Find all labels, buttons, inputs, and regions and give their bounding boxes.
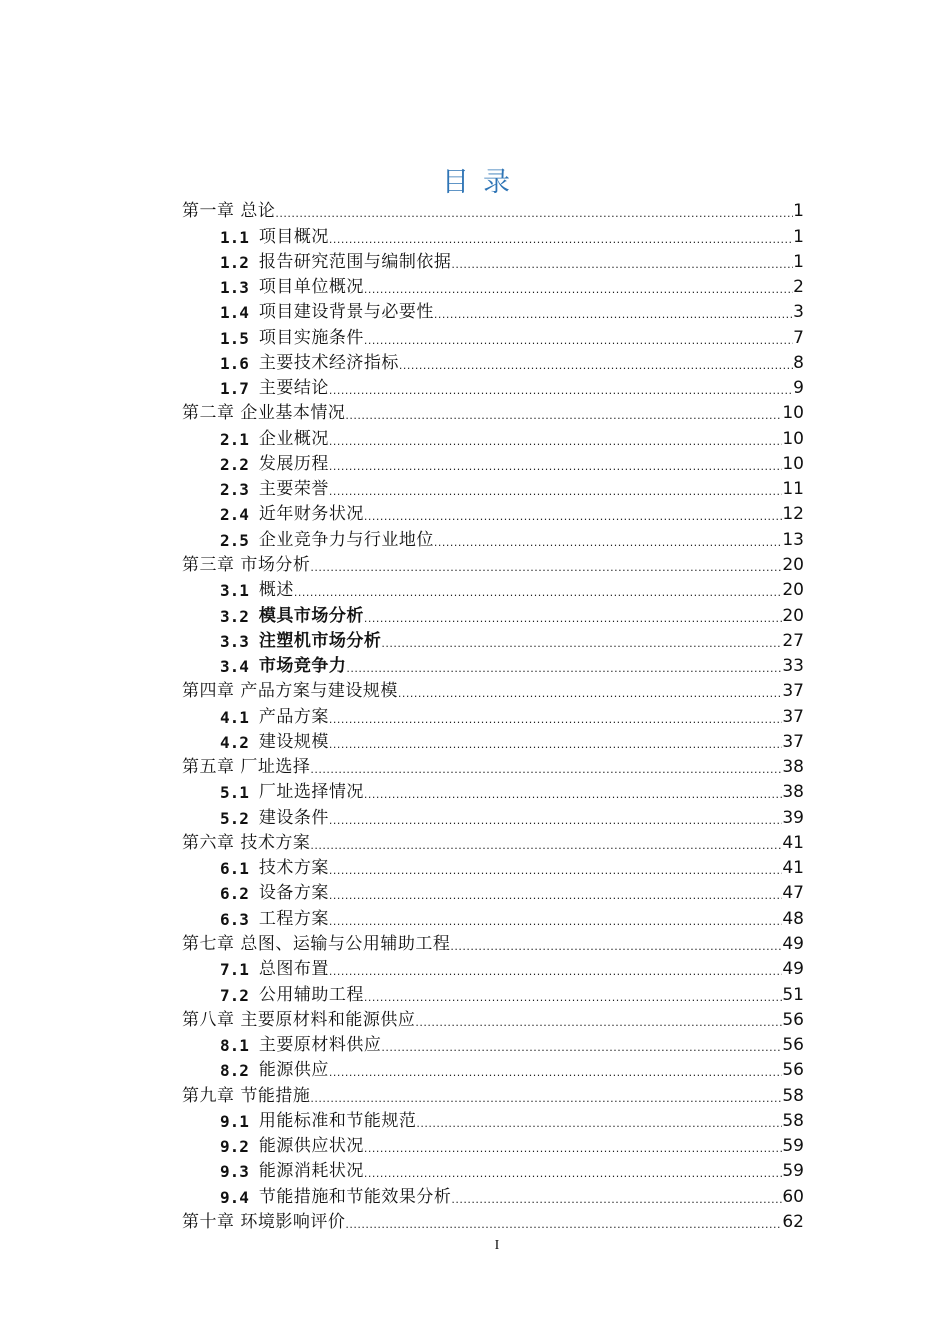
toc-chapter-entry[interactable] bbox=[182, 199, 804, 224]
toc-section-entry[interactable] bbox=[182, 629, 804, 654]
entry-page-number: 48 bbox=[782, 908, 804, 929]
entry-title: 发展历程 bbox=[258, 453, 329, 474]
toc-section-entry[interactable] bbox=[182, 1058, 804, 1083]
entry-title: 建设条件 bbox=[258, 807, 329, 828]
section-number: 3.3 bbox=[220, 631, 249, 651]
entry-title: 报告研究范围与编制依据 bbox=[258, 251, 452, 272]
entry-page-number: 12 bbox=[782, 504, 804, 525]
dot-leader bbox=[399, 356, 793, 376]
section-number: 8.2 bbox=[220, 1061, 249, 1081]
toc-section-entry[interactable] bbox=[182, 426, 804, 451]
entry-title: 概述 bbox=[258, 580, 294, 601]
section-number: 4.1 bbox=[220, 707, 249, 727]
dot-leader bbox=[329, 457, 782, 477]
dot-leader bbox=[346, 659, 782, 679]
toc-section-entry[interactable] bbox=[182, 376, 804, 401]
section-number: 5.2 bbox=[220, 808, 249, 828]
toc-section-entry[interactable] bbox=[182, 881, 804, 906]
toc-section-entry[interactable] bbox=[182, 351, 804, 376]
toc-section-entry[interactable] bbox=[182, 1033, 804, 1058]
entry-page-number: 13 bbox=[782, 529, 804, 550]
entry-title: 厂址选择情况 bbox=[258, 782, 364, 803]
dot-leader bbox=[275, 204, 793, 224]
entry-title: 第八章 主要原材料和能源供应 bbox=[182, 1009, 416, 1030]
toc-section-entry[interactable] bbox=[182, 906, 804, 931]
section-number: 9.3 bbox=[220, 1162, 249, 1182]
section-number: 9.2 bbox=[220, 1137, 249, 1157]
dot-leader bbox=[329, 1063, 782, 1083]
toc-chapter-entry[interactable] bbox=[182, 679, 804, 704]
entry-title: 主要技术经济指标 bbox=[258, 352, 399, 373]
toc-section-entry[interactable] bbox=[182, 805, 804, 830]
dot-leader bbox=[451, 255, 793, 275]
entry-page-number: 56 bbox=[782, 1035, 804, 1056]
entry-page-number: 58 bbox=[782, 1110, 804, 1131]
dot-leader bbox=[329, 886, 782, 906]
toc-section-entry[interactable] bbox=[182, 1159, 804, 1184]
entry-title: 主要结论 bbox=[258, 378, 329, 399]
section-number: 1.7 bbox=[220, 379, 249, 399]
entry-page-number: 49 bbox=[782, 959, 804, 980]
entry-page-number: 47 bbox=[782, 883, 804, 904]
toc-section-entry[interactable] bbox=[182, 654, 804, 679]
dot-leader bbox=[451, 1190, 782, 1210]
dot-leader bbox=[329, 962, 782, 982]
dot-leader bbox=[381, 634, 782, 654]
entry-title: 第九章 节能措施 bbox=[182, 1085, 311, 1106]
entry-title: 用能标准和节能规范 bbox=[258, 1110, 417, 1131]
toc-chapter-entry[interactable] bbox=[182, 553, 804, 578]
dot-leader bbox=[310, 836, 782, 856]
dot-leader bbox=[434, 305, 793, 325]
entry-title: 工程方案 bbox=[258, 908, 329, 929]
dot-leader bbox=[364, 507, 782, 527]
toc-section-entry[interactable] bbox=[182, 1134, 804, 1159]
entry-page-number: 37 bbox=[782, 681, 804, 702]
entry-page-number: 10 bbox=[782, 403, 804, 424]
section-number: 8.1 bbox=[220, 1036, 249, 1056]
dot-leader bbox=[310, 1089, 782, 1109]
entry-page-number: 20 bbox=[782, 580, 804, 601]
toc-chapter-entry[interactable] bbox=[182, 831, 804, 856]
section-number: 9.1 bbox=[220, 1111, 249, 1131]
entry-title: 公用辅助工程 bbox=[258, 984, 364, 1005]
table-of-contents bbox=[182, 199, 804, 1235]
entry-page-number: 62 bbox=[782, 1211, 804, 1232]
toc-section-entry[interactable] bbox=[182, 603, 804, 628]
entry-page-number: 41 bbox=[782, 858, 804, 879]
section-number: 2.3 bbox=[220, 480, 249, 500]
entry-page-number: 11 bbox=[782, 479, 804, 500]
entry-page-number: 60 bbox=[782, 1186, 804, 1207]
toc-section-entry[interactable] bbox=[182, 527, 804, 552]
entry-page-number: 27 bbox=[782, 630, 804, 651]
toc-chapter-entry[interactable] bbox=[182, 932, 804, 957]
toc-section-entry[interactable] bbox=[182, 224, 804, 249]
dot-leader bbox=[364, 331, 793, 351]
entry-page-number: 1 bbox=[793, 251, 804, 272]
dot-leader bbox=[329, 230, 793, 250]
entry-title: 能源供应状况 bbox=[258, 1136, 364, 1157]
section-number: 4.2 bbox=[220, 732, 249, 752]
entry-page-number: 1 bbox=[793, 226, 804, 247]
entry-page-number: 59 bbox=[782, 1161, 804, 1182]
entry-page-number: 10 bbox=[782, 453, 804, 474]
section-number: 6.1 bbox=[220, 859, 249, 879]
page-number-footer: I bbox=[494, 1238, 500, 1253]
toc-chapter-entry[interactable] bbox=[182, 1083, 804, 1108]
entry-page-number: 38 bbox=[782, 782, 804, 803]
entry-title: 第七章 总图、运输与公用辅助工程 bbox=[182, 933, 451, 954]
toc-section-entry[interactable] bbox=[182, 730, 804, 755]
entry-title: 总图布置 bbox=[258, 959, 329, 980]
toc-section-entry[interactable] bbox=[182, 856, 804, 881]
entry-page-number: 56 bbox=[782, 1060, 804, 1081]
section-number: 6.2 bbox=[220, 884, 249, 904]
entry-title: 近年财务状况 bbox=[258, 504, 364, 525]
toc-chapter-entry[interactable] bbox=[182, 1210, 804, 1235]
entry-title: 模具市场分析 bbox=[258, 605, 364, 626]
dot-leader bbox=[415, 1013, 782, 1033]
dot-leader bbox=[434, 533, 782, 553]
dot-leader bbox=[329, 432, 782, 452]
toc-chapter-entry[interactable] bbox=[182, 755, 804, 780]
entry-page-number: 9 bbox=[793, 378, 804, 399]
entry-title: 市场竞争力 bbox=[258, 656, 347, 677]
entry-title: 第十章 环境影响评价 bbox=[182, 1211, 346, 1232]
section-number: 7.1 bbox=[220, 960, 249, 980]
dot-leader bbox=[329, 482, 782, 502]
entry-page-number: 20 bbox=[782, 554, 804, 575]
entry-title: 第三章 市场分析 bbox=[182, 554, 311, 575]
toc-section-entry[interactable] bbox=[182, 477, 804, 502]
dot-leader bbox=[364, 785, 782, 805]
entry-page-number: 59 bbox=[782, 1136, 804, 1157]
dot-leader bbox=[416, 1114, 782, 1134]
entry-page-number: 1 bbox=[793, 201, 804, 222]
section-number: 1.4 bbox=[220, 303, 249, 323]
entry-title: 建设规模 bbox=[258, 731, 329, 752]
entry-title: 项目实施条件 bbox=[258, 327, 364, 348]
entry-title: 项目概况 bbox=[258, 226, 329, 247]
entry-title: 产品方案 bbox=[258, 706, 329, 727]
section-number: 7.2 bbox=[220, 985, 249, 1005]
section-number: 5.1 bbox=[220, 783, 249, 803]
entry-title: 项目建设背景与必要性 bbox=[258, 302, 434, 323]
entry-page-number: 58 bbox=[782, 1085, 804, 1106]
toc-section-entry[interactable] bbox=[182, 780, 804, 805]
toc-title: 目录 bbox=[442, 167, 524, 198]
section-number: 6.3 bbox=[220, 909, 249, 929]
dot-leader bbox=[398, 684, 782, 704]
entry-page-number: 3 bbox=[793, 302, 804, 323]
entry-page-number: 10 bbox=[782, 428, 804, 449]
dot-leader bbox=[329, 710, 782, 730]
entry-title: 能源消耗状况 bbox=[258, 1161, 364, 1182]
toc-section-entry[interactable] bbox=[182, 325, 804, 350]
entry-title: 主要荣誉 bbox=[258, 479, 329, 500]
section-number: 2.1 bbox=[220, 429, 249, 449]
section-number: 3.4 bbox=[220, 657, 249, 677]
entry-page-number: 37 bbox=[782, 731, 804, 752]
entry-page-number: 49 bbox=[782, 933, 804, 954]
entry-title: 企业概况 bbox=[258, 428, 329, 449]
entry-title: 设备方案 bbox=[258, 883, 329, 904]
entry-title: 技术方案 bbox=[258, 858, 329, 879]
section-number: 1.6 bbox=[220, 353, 249, 373]
dot-leader bbox=[364, 1139, 782, 1159]
dot-leader bbox=[310, 558, 782, 578]
section-number: 1.2 bbox=[220, 252, 249, 272]
section-number: 2.4 bbox=[220, 505, 249, 525]
section-number: 9.4 bbox=[220, 1187, 249, 1207]
dot-leader bbox=[450, 937, 782, 957]
dot-leader bbox=[329, 735, 782, 755]
entry-title: 注塑机市场分析 bbox=[258, 630, 382, 651]
entry-page-number: 56 bbox=[782, 1009, 804, 1030]
toc-section-entry[interactable] bbox=[182, 982, 804, 1007]
entry-title: 第四章 产品方案与建设规模 bbox=[182, 681, 398, 702]
entry-title: 主要原材料供应 bbox=[258, 1035, 382, 1056]
entry-page-number: 51 bbox=[782, 984, 804, 1005]
toc-section-entry[interactable] bbox=[182, 1184, 804, 1209]
section-number: 1.1 bbox=[220, 227, 249, 247]
dot-leader bbox=[294, 583, 782, 603]
section-number: 3.1 bbox=[220, 581, 249, 601]
toc-section-entry[interactable] bbox=[182, 300, 804, 325]
section-number: 2.2 bbox=[220, 454, 249, 474]
dot-leader bbox=[364, 1164, 782, 1184]
dot-leader bbox=[364, 609, 782, 629]
section-number: 2.5 bbox=[220, 530, 249, 550]
dot-leader bbox=[329, 811, 782, 831]
dot-leader bbox=[345, 1215, 782, 1235]
entry-title: 节能措施和节能效果分析 bbox=[258, 1186, 452, 1207]
dot-leader bbox=[364, 280, 793, 300]
entry-title: 第六章 技术方案 bbox=[182, 832, 311, 853]
entry-page-number: 38 bbox=[782, 757, 804, 778]
toc-chapter-entry[interactable] bbox=[182, 401, 804, 426]
toc-section-entry[interactable] bbox=[182, 275, 804, 300]
entry-page-number: 37 bbox=[782, 706, 804, 727]
entry-page-number: 20 bbox=[782, 605, 804, 626]
toc-section-entry[interactable] bbox=[182, 704, 804, 729]
dot-leader bbox=[329, 861, 782, 881]
entry-title: 企业竞争力与行业地位 bbox=[258, 529, 434, 550]
entry-page-number: 39 bbox=[782, 807, 804, 828]
section-number: 1.3 bbox=[220, 278, 249, 298]
dot-leader bbox=[345, 406, 782, 426]
entry-page-number: 7 bbox=[793, 327, 804, 348]
dot-leader bbox=[329, 381, 793, 401]
section-number: 3.2 bbox=[220, 606, 249, 626]
toc-section-entry[interactable] bbox=[182, 1109, 804, 1134]
toc-section-entry[interactable] bbox=[182, 502, 804, 527]
entry-title: 第一章 总论 bbox=[182, 201, 276, 222]
entry-page-number: 41 bbox=[782, 832, 804, 853]
toc-chapter-entry[interactable] bbox=[182, 1008, 804, 1033]
dot-leader bbox=[310, 760, 782, 780]
entry-page-number: 8 bbox=[793, 352, 804, 373]
entry-title: 第五章 厂址选择 bbox=[182, 757, 311, 778]
entry-title: 项目单位概况 bbox=[258, 277, 364, 298]
toc-section-entry[interactable] bbox=[182, 578, 804, 603]
toc-section-entry[interactable] bbox=[182, 452, 804, 477]
dot-leader bbox=[329, 912, 782, 932]
section-number: 1.5 bbox=[220, 328, 249, 348]
toc-section-entry[interactable] bbox=[182, 957, 804, 982]
dot-leader bbox=[364, 988, 782, 1008]
dot-leader bbox=[381, 1038, 782, 1058]
entry-page-number: 2 bbox=[793, 277, 804, 298]
entry-title: 第二章 企业基本情况 bbox=[182, 403, 346, 424]
entry-title: 能源供应 bbox=[258, 1060, 329, 1081]
toc-section-entry[interactable] bbox=[182, 250, 804, 275]
entry-page-number: 33 bbox=[782, 656, 804, 677]
